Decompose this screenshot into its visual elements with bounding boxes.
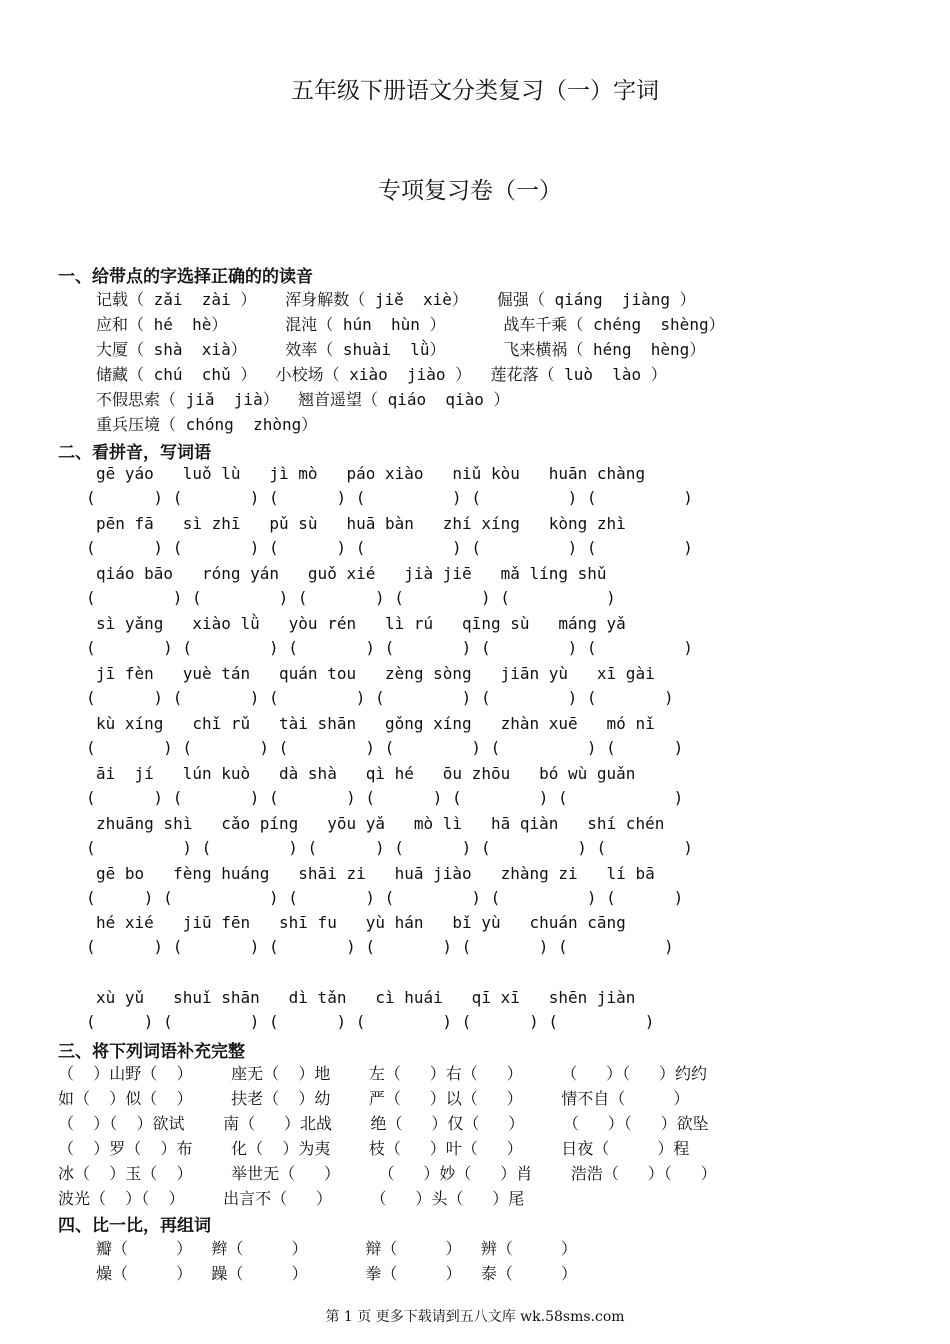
section1-line: 重兵压境（ chóng zhòng） bbox=[96, 415, 318, 434]
section1-heading: 一、给带点的字选择正确的的读音 bbox=[58, 267, 313, 287]
answer-blanks[interactable]: ( ) ( ) ( ) ( ) ( ) bbox=[86, 588, 616, 607]
answer-blanks[interactable]: ( ) ( ) ( ) ( ) ( ) ( ) bbox=[86, 788, 684, 807]
document-subtitle: 专项复习卷（一） bbox=[378, 178, 562, 204]
pinyin-row: jī fèn yuè tán quán tou zèng sòng jiān yù xī gài bbox=[96, 664, 655, 683]
pinyin-row: hé xié jiū fēn shī fu yù hán bǐ yù chuán cāng bbox=[96, 913, 626, 932]
pinyin-row: gē bo fèng huáng shāi zi huā jiào zhàng zi lí bā bbox=[96, 864, 655, 883]
section3-heading: 三、将下列词语补充完整 bbox=[58, 1042, 245, 1062]
section2-heading: 二、看拼音，写词语 bbox=[58, 443, 211, 463]
section1-line: 大厦（ shà xià） 效率（ shuài lǜ） 飞来横祸（ héng hèng） bbox=[96, 340, 706, 359]
idiom-fill-line[interactable]: 冰（ ）玉（ ） 举世无（ ） （ ）妙（ ）肖 浩浩（ ）（ ） bbox=[58, 1164, 717, 1183]
section1-line: 不假思索（ jiǎ jià） 翘首遥望（ qiáo qiào ） bbox=[96, 390, 510, 409]
page-footer: 第 1 页 更多下载请到五八文库 wk.58sms.com bbox=[325, 1309, 625, 1325]
pinyin-row: qiáo bāo róng yán guǒ xié jià jiē mǎ líng shǔ bbox=[96, 564, 607, 583]
idiom-fill-line[interactable]: 如（ ）似（ ） 扶老（ ）幼 严（ ）以（ ） 情不自（ ） bbox=[58, 1089, 690, 1108]
pinyin-row: āi jí lún kuò dà shà qì hé ōu zhōu bó wù guǎn bbox=[96, 764, 636, 783]
answer-blanks[interactable]: ( ) ( ) ( ) ( ) ( ) ( ) bbox=[86, 888, 684, 907]
answer-blanks[interactable]: ( ) ( ) ( ) ( ) ( ) ( ) bbox=[86, 1012, 655, 1031]
pinyin-row: sì yǎng xiào lǜ yòu rén lì rú qīng sù máng yǎ bbox=[96, 614, 626, 633]
idiom-fill-line[interactable]: （ ）（ ）欲试 南（ ）北战 绝（ ）仅（ ） （ ）（ ）欲坠 bbox=[58, 1114, 709, 1133]
section4-heading: 四、比一比，再组词 bbox=[58, 1216, 211, 1236]
answer-blanks[interactable]: ( ) ( ) ( ) ( ) ( ) ( ) bbox=[86, 738, 684, 757]
pinyin-row: gē yáo luǒ lù jì mò páo xiào niǔ kòu huān chàng bbox=[96, 464, 646, 483]
pinyin-row: kù xíng chǐ rǔ tài shān gǒng xíng zhàn xuē mó nǐ bbox=[96, 714, 655, 733]
idiom-fill-line[interactable]: 波光（ ）（ ） 出言不（ ） （ ）头（ ）尾 bbox=[58, 1189, 525, 1208]
pinyin-row: pēn fā sì zhī pǔ sù huā bàn zhí xíng kòng zhì bbox=[96, 514, 626, 533]
pinyin-row: xù yǔ shuǐ shān dì tǎn cì huái qī xī shēn jiàn bbox=[96, 988, 636, 1007]
answer-blanks[interactable]: ( ) ( ) ( ) ( ) ( ) ( ) bbox=[86, 838, 693, 857]
answer-blanks[interactable]: ( ) ( ) ( ) ( ) ( ) ( ) bbox=[86, 538, 693, 557]
idiom-fill-line[interactable]: （ ）山野（ ） 座无（ ）地 左（ ）右（ ） （ ）（ ）约约 bbox=[58, 1064, 707, 1083]
document-title: 五年级下册语文分类复习（一）字词 bbox=[291, 78, 659, 104]
answer-blanks[interactable]: ( ) ( ) ( ) ( ) ( ) ( ) bbox=[86, 937, 674, 956]
idiom-fill-line[interactable]: （ ）罗（ ）布 化（ ）为夷 枝（ ）叶（ ） 日夜（ ）程 bbox=[58, 1139, 690, 1158]
compare-words-line[interactable]: 瓣（ ） 辫（ ） 辩（ ） 辨（ ） bbox=[96, 1239, 577, 1258]
section1-line: 储藏（ chú chǔ ） 小校场（ xiào jiào ） 莲花落（ luò lào ） bbox=[96, 365, 667, 384]
compare-words-line[interactable]: 燥（ ） 躁（ ） 拳（ ） 泰（ ） bbox=[96, 1264, 577, 1283]
answer-blanks[interactable]: ( ) ( ) ( ) ( ) ( ) ( ) bbox=[86, 638, 693, 657]
section1-line: 应和（ hé hè） 混沌（ hún hùn ） 战车千乘（ chéng shèng） bbox=[96, 315, 725, 334]
section1-line: 记载（ zǎi zài ） 浑身解数（ jiě xiè） 倔强（ qiáng jiàng ） bbox=[96, 290, 696, 309]
answer-blanks[interactable]: ( ) ( ) ( ) ( ) ( ) ( ) bbox=[86, 488, 693, 507]
pinyin-row: zhuāng shì cǎo píng yōu yǎ mò lì hā qiàn shí chén bbox=[96, 814, 665, 833]
answer-blanks[interactable]: ( ) ( ) ( ) ( ) ( ) ( ) bbox=[86, 688, 674, 707]
